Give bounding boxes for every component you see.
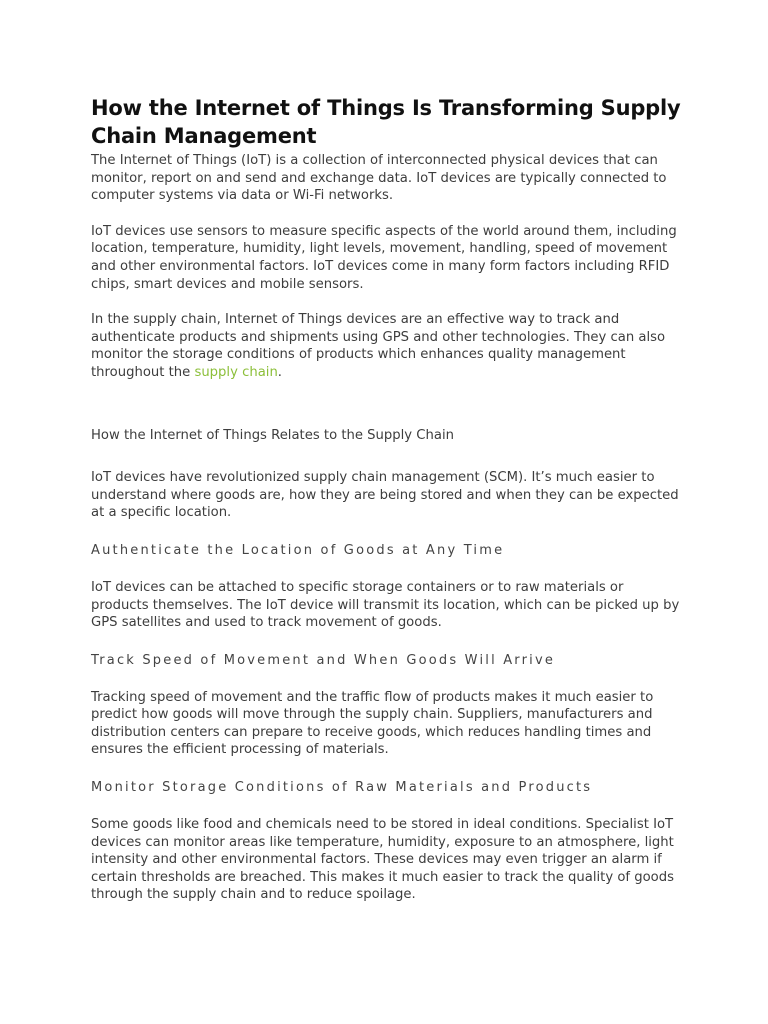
supply-chain-link[interactable]: supply chain xyxy=(194,364,278,380)
section-paragraph: IoT devices have revolutionized supply chain management (SCM). It’s much easier to understand where goods are, how they are being stored and when they can be expected at a specific location. xyxy=(91,470,679,521)
subsection-heading-speed: Track Speed of Movement and When Goods Will Arrive xyxy=(91,652,556,668)
subsection-paragraph-storage: Some goods like food and chemicals need to be stored in ideal conditions. Specialist IoT devices can monitor areas like temperature, humidity, exposure to an atmosphere, light intensity and other environmental factors. These devices may even trigger an alarm if certain thresholds are breached. This makes it much easier to track the quality of goods through the supply chain and to reduce spoilage. xyxy=(91,817,674,903)
intro-paragraph-3-end: . xyxy=(277,364,282,380)
intro-paragraph-1: The Internet of Things (IoT) is a collection of interconnected physical devices that can monitor, report on and send and exchange data. IoT devices are typically connected to computer systems via data or Wi-Fi networks. xyxy=(91,153,667,204)
section-heading: How the Internet of Things Relates to the Supply Chain xyxy=(91,427,454,443)
subsection-paragraph-speed: Tracking speed of movement and the traffic flow of products makes it much easier to predict how goods will move through the supply chain. Suppliers, manufacturers and distribution centers can prepare to receive goods, which reduces handling times and ensures the efficient processing of materials. xyxy=(91,689,654,758)
intro-paragraph-2: IoT devices use sensors to measure specific aspects of the world around them, including location, temperature, humidity, light levels, movement, handling, speed of movement and other environmental factors. IoT devices come in many form factors including RFID chips, smart devices and mobile sensors. xyxy=(91,223,677,292)
page-title: How the Internet of Things Is Transforming Supply Chain Management xyxy=(91,96,681,148)
subsection-heading-location: Authenticate the Location of Goods at Any Time xyxy=(91,542,505,558)
document-page xyxy=(91,94,681,904)
subsection-paragraph-location: IoT devices can be attached to specific storage containers or to raw materials or products themselves. The IoT device will transmit its location, which can be picked up by GPS satellites and used to track movement of goods. xyxy=(91,579,680,631)
intro-paragraph-3-text: In the supply chain, Internet of Things devices are an effective way to track and authenticate products and shipments using GPS and other technologies. They can also monitor the storage conditions of products which enhances quality management throughout the xyxy=(91,312,666,380)
subsection-heading-storage: Monitor Storage Conditions of Raw Materials and Products xyxy=(91,780,593,796)
intro-paragraph-3 xyxy=(91,311,681,381)
